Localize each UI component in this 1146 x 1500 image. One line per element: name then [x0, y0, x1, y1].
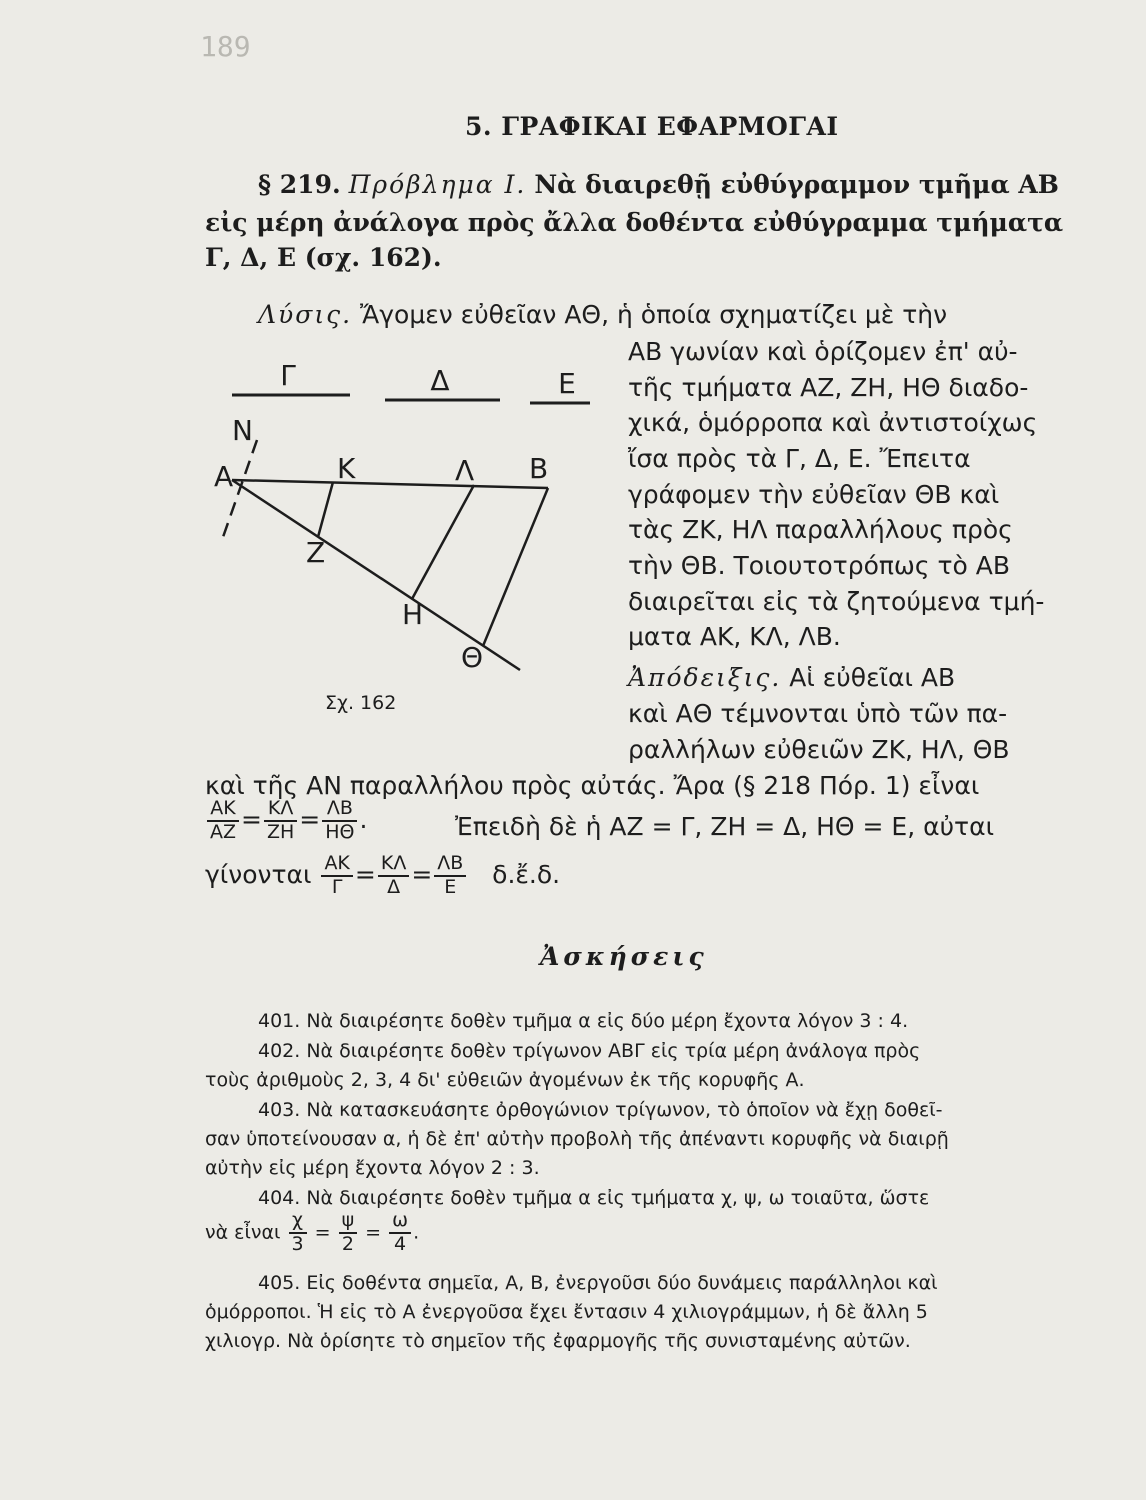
- ratio2-frac-3: $\frac{\Lambda B}{E}$: [434, 853, 466, 899]
- solution-line-1: ΑΒ γωνίαν καὶ ὁρίζομεν ἐπ' αὐ-: [628, 337, 1018, 366]
- line-ZK: [318, 482, 333, 537]
- proof-ratio-line-2: γίνονται $\frac{AK}{\Gamma}$ = $\frac{K\Lambda}{\Delta}$ = $\frac{\Lambda B}{E}$ δ.ἔ.δ.: [205, 852, 561, 898]
- solution-line-7: τὴν ΘΒ. Τοιουτοτρόπως τὸ ΑΒ: [628, 551, 1011, 580]
- ratio2-frac-2: $\frac{K\Lambda}{\Delta}$: [378, 853, 409, 899]
- problem-line-2: εἰς μέρη ἀνάλογα πρὸς ἄλλα δοθέντα εὐθύγραμμα τμήματα: [205, 208, 1064, 237]
- solution-text-0: Ἄγομεν εὐθεῖαν ΑΘ, ἡ ὁποία σχηματίζει μὲ τὴν: [360, 300, 948, 329]
- problem-text-1: Νὰ διαιρεθῇ εὐθύγραμμον τμῆμα ΑΒ: [534, 170, 1059, 199]
- point-K: Κ: [337, 452, 356, 485]
- exercise-405-line-1: 405. Εἰς δοθέντα σημεῖα, Α, Β, ἐνεργοῦσι δύο δυνάμεις παράλληλοι καὶ: [258, 1272, 938, 1294]
- proof-line-6-start: γίνονται: [205, 859, 312, 889]
- solution-line-8: διαιρεῖται εἰς τὰ ζητούμενα τμή-: [628, 587, 1045, 616]
- line-AB: [232, 480, 548, 488]
- point-B: Β: [529, 452, 549, 485]
- ratio1-frac-1: $\frac{AK}{AZ}$: [207, 798, 239, 844]
- point-Theta: Θ: [461, 641, 484, 674]
- label-delta: Δ: [430, 364, 450, 397]
- point-L: Λ: [455, 454, 475, 487]
- point-A: Α: [214, 460, 234, 493]
- line-HL: [412, 485, 474, 599]
- solution-line-3: χικά, ὁμόρροπα καὶ ἀντιστοίχως: [628, 408, 1038, 437]
- exercise-404-start: νὰ εἶναι: [205, 1221, 281, 1244]
- problem-label: Πρόβλημα Ι.: [348, 170, 527, 199]
- proof-ratio-line-1: $\frac{AK}{AZ}$ = $\frac{K\Lambda}{ZH}$ = $\frac{\Lambda B}{H\Theta}$ .: [205, 798, 367, 844]
- exercise-402-line-2: τοὺς ἀριθμοὺς 2, 3, 4 δι' εὐθειῶν ἀγομένων ἐκ τῆς κορυφῆς Α.: [205, 1069, 805, 1091]
- problem-number: § 219.: [258, 170, 341, 199]
- exercise-405-line-3: χιλιογρ. Νὰ ὁρίσητε τὸ σημεῖον τῆς ἐφαρμογῆς τῆς συνισταμένης αὐτῶν.: [205, 1330, 911, 1352]
- problem-text-3: Γ, Δ, Ε (σχ. 162).: [205, 243, 442, 272]
- exercise-405-line-2: ὁμόρροποι. Ἡ εἰς τὸ Α ἐνεργοῦσα ἔχει ἔντασιν 4 χιλιογράμμων, ἡ δὲ ἄλλη 5: [205, 1301, 928, 1323]
- solution-line-9: ματα ΑΚ, ΚΛ, ΛΒ.: [628, 622, 841, 651]
- exercise-403-line-2: σαν ὑποτείνουσαν α, ἡ δὲ ἐπ' αὐτὴν προβολὴ τῆς ἀπέναντι κορυφῆς νὰ διαιρῇ: [205, 1128, 949, 1150]
- proof-label: Ἀπόδειξις.: [628, 663, 782, 692]
- point-H: Η: [402, 598, 424, 631]
- proof-line-2: καὶ ΑΘ τέμνονται ὑπὸ τῶν πα-: [628, 699, 1008, 728]
- solution-line-2: τῆς τμήματα ΑΖ, ΖΗ, ΗΘ διαδο-: [628, 373, 1029, 402]
- solution-line-5: γράφομεν τὴν εὐθεῖαν ΘΒ καὶ: [628, 480, 1000, 509]
- e404-frac-3: $\frac{\omega}{4}$: [389, 1210, 411, 1256]
- solution-line-4: ἴσα πρὸς τὰ Γ, Δ, Ε. Ἔπειτα: [628, 444, 971, 473]
- proof-line-3: ραλλήλων εὐθειῶν ΖΚ, ΗΛ, ΘΒ: [628, 735, 1010, 764]
- exercise-402-line-1: 402. Νὰ διαιρέσητε δοθὲν τρίγωνον ΑΒΓ εἰς τρία μέρη ἀνάλογα πρὸς: [258, 1040, 921, 1062]
- proof-text-1: Αἱ εὐθεῖαι ΑΒ: [789, 663, 956, 692]
- ratio1-frac-2: $\frac{K\Lambda}{ZH}$: [264, 798, 297, 844]
- exercises-title: Ἀσκήσεις: [540, 942, 708, 971]
- point-N: N: [232, 414, 253, 447]
- line-ThetaB: [483, 488, 548, 646]
- exercise-401: 401. Νὰ διαιρέσητε δοθὲν τμῆμα α εἰς δύο μέρη ἔχοντα λόγον 3 : 4.: [258, 1010, 909, 1032]
- page-number: 189: [200, 30, 251, 63]
- exercise-404-line-1: 404. Νὰ διαιρέσητε δοθὲν τμῆμα α εἰς τμήματα χ, ψ, ω τοιαῦτα, ὥστε: [258, 1187, 930, 1209]
- solution-line-6: τὰς ΖΚ, ΗΛ παραλλήλους πρὸς: [628, 515, 1013, 544]
- proof-line-4: καὶ τῆς ΑΝ παραλλήλου πρὸς αὐτάς. Ἄρα (§ 218 Πόρ. 1) εἶναι: [205, 771, 980, 800]
- exercise-404-line-2: νὰ εἶναι $\frac{\chi}{3}$ = $\frac{\psi}{2}$ = $\frac{\omega}{4}$ .: [205, 1209, 420, 1255]
- label-gamma: Γ: [280, 359, 296, 392]
- section-heading: 5. ΓΡΑΦΙΚΑΙ ΕΦΑΡΜΟΓΑΙ: [465, 112, 839, 141]
- e404-frac-1: $\frac{\chi}{3}$: [289, 1210, 307, 1256]
- qed: δ.ἔ.δ.: [492, 859, 561, 889]
- ratio1-frac-3: $\frac{\Lambda B}{H\Theta}$: [322, 798, 357, 844]
- proof-line-5: Ἐπειδὴ δὲ ἡ ΑΖ = Γ, ΖΗ = Δ, ΗΘ = Ε, αὐται: [455, 812, 995, 841]
- exercise-403-line-3: αὐτὴν εἰς μέρη ἔχοντα λόγον 2 : 3.: [205, 1157, 540, 1179]
- point-Z: Ζ: [306, 536, 326, 569]
- ratio2-frac-1: $\frac{AK}{\Gamma}$: [321, 853, 352, 899]
- label-epsilon: Ε: [558, 367, 576, 400]
- e404-frac-2: $\frac{\psi}{2}$: [339, 1210, 358, 1256]
- figure-caption: Σχ. 162: [325, 692, 397, 714]
- solution-label: Λύσις.: [258, 300, 353, 329]
- exercise-403-line-1: 403. Νὰ κατασκευάσητε ὀρθογώνιον τρίγωνον, τὸ ὁποῖον νὰ ἔχῃ δοθεῖ-: [258, 1099, 943, 1121]
